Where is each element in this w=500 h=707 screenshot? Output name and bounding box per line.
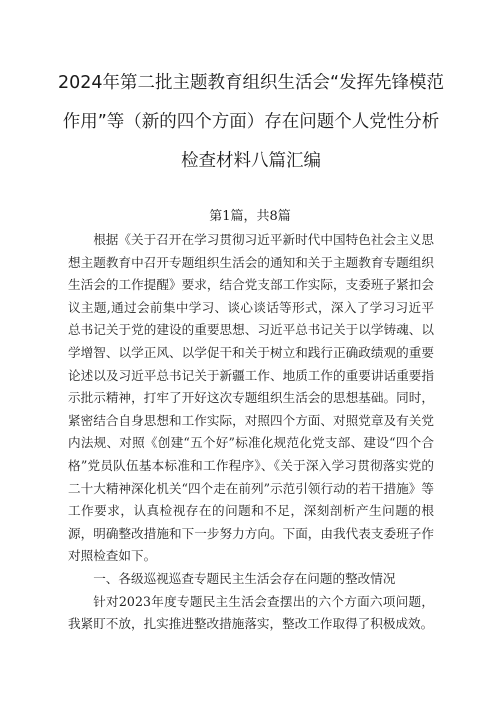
- body-paragraph-intro: 根据《关于召开在学习贯彻习近平新时代中国特色社会主义思想主题教育中召开专题组织生活会的通知和关于主题教育专题组织生活会的工作提醒》要求，结合党支部工作实际，支委班子紧扣会议主题,通过会前集中学习、谈心谈话等形式，深入了学习习近平总书记关于党的建设的重要思想、习近平总书记关于以学铸魂、以学增智、以学正风、以学促干和关于树立和践行正确政绩观的重要论述以及习近平总书记关于新疆工作、地质工作的重要讲话重要指示批示精神，打牢了开好这次专题组织生活会的思想基础。同时，紧密结合自身思想和工作实际，对照四个方面、对照党章及有关党内法规、对照《创建“五个好”标准化规范化党支部、建设“四个合格”党员队伍基本标准和工作程序》、《关于深入学习贯彻落实党的二十大精神深化机关“四个走在前列”示范引领行动的若干措施》等工作要求，认真检视存在的问题和不足，深刻剖析产生问题的根源，明确整改措施和下一步努力方向。下面，由我代表支委班子作对照检查如下。: [68, 232, 434, 564]
- document-body: [68, 229, 434, 636]
- section-heading: 一、各级巡视巡查专题民主生活会存在问题的整改情况: [93, 570, 396, 586]
- body-paragraph: 针对2023年度专题民主生活会查摆出的六个方面六项问题，我紧盯不放，扎实推进整改措施落实，整改工作取得了积极成效。: [68, 593, 434, 632]
- document-title: 2024年第二批主题教育组织生活会“发挥先锋模范作用”等（新的四个方面）存在问题个人党性分析检查材料八篇汇编: [57, 73, 445, 171]
- chapter-label: 第1篇，共8篇: [209, 209, 291, 224]
